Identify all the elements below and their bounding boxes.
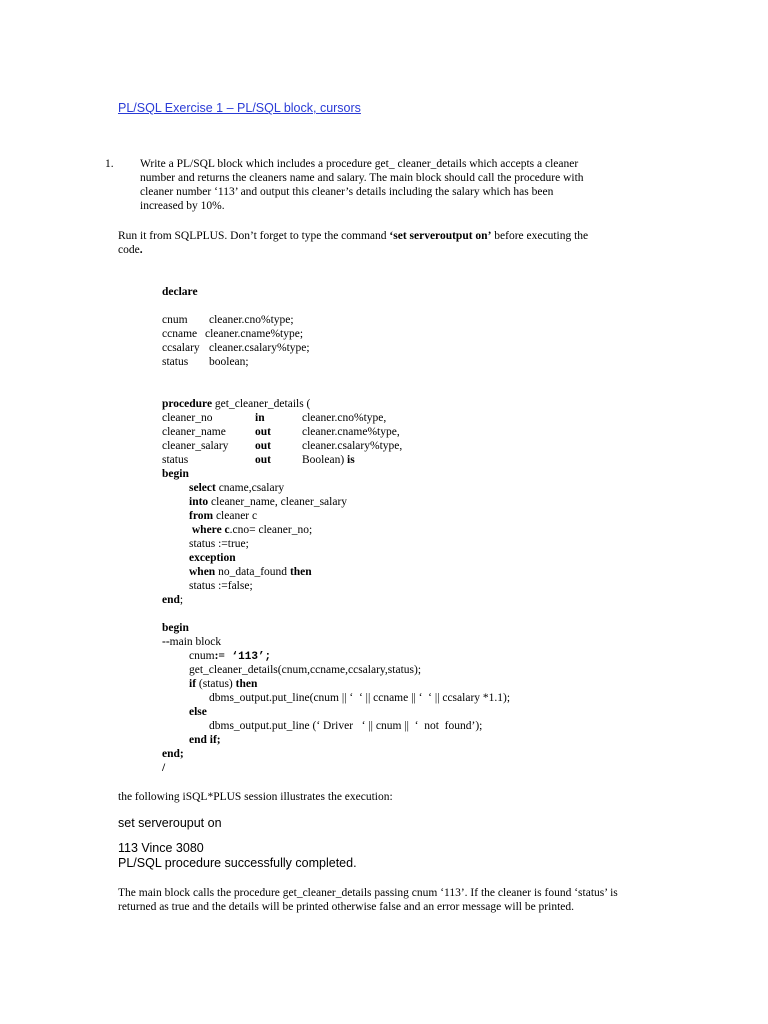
code-cnum-assign: cnum:= ‘113’; (189, 650, 272, 663)
code-end: end; (162, 594, 184, 606)
code-status-false: status :=false; (189, 580, 253, 592)
code-slash: / (162, 762, 166, 774)
code-put-line-1: dbms_output.put_line(cnum || ‘ ‘ || ccname || ‘ ‘ || ccsalary *1.1); (209, 692, 511, 704)
code-else: else (189, 706, 207, 718)
param-row: cleaner_no in cleaner.cno%type, (162, 412, 387, 424)
question-line-4: increased by 10%. (140, 200, 225, 212)
code-exception: exception (189, 552, 236, 564)
code-end-if: end if; (189, 734, 221, 746)
code-begin-main: begin (162, 622, 189, 634)
code-put-line-2: dbms_output.put_line (‘ Driver ‘ || cnum || ‘ not found’); (209, 720, 483, 732)
code-status-true: status :=true; (189, 538, 249, 550)
decl-row: status boolean; (162, 356, 249, 368)
question-line-1: Write a PL/SQL block which includes a procedure get_ cleaner_details which accepts a cleaner (140, 158, 579, 170)
code-when: when no_data_found then (189, 566, 312, 578)
code-where: where c.cno= cleaner_no; (189, 524, 313, 536)
item-number: 1. (105, 158, 114, 170)
session-intro: the following iSQL*PLUS session illustrates the execution: (118, 791, 393, 803)
decl-row: cnum cleaner.cno%type; (162, 314, 294, 326)
code-end-main: end; (162, 748, 184, 760)
code-comment: --main block (162, 636, 222, 648)
question-line-2: number and returns the cleaners name and salary. The main block should call the procedure with (140, 172, 584, 184)
param-row: cleaner_name out cleaner.cname%type, (162, 426, 400, 438)
code-declare: declare (162, 286, 198, 298)
code-procedure-header: procedure get_cleaner_details ( (162, 398, 311, 410)
session-output-1: 113 Vince 3080 (118, 841, 204, 855)
decl-row: ccsalary cleaner.csalary%type; (162, 342, 310, 354)
param-row: cleaner_salary out cleaner.csalary%type, (162, 440, 403, 452)
code-from: from cleaner c (189, 510, 258, 522)
session-output-2: PL/SQL procedure successfully completed. (118, 856, 357, 870)
code-call: get_cleaner_details(cnum,ccname,ccsalary,status); (189, 664, 422, 676)
run-note-line-1: Run it from SQLPLUS. Don’t forget to type the command ‘set serveroutput on’ before executing the (118, 230, 589, 242)
code-into: into cleaner_name, cleaner_salary (189, 496, 348, 508)
code-if: if (status) then (189, 678, 258, 690)
code-select: select cname,csalary (189, 482, 285, 494)
param-row: status out Boolean) is (162, 454, 355, 466)
code-begin: begin (162, 468, 189, 480)
run-note-line-2: code. (118, 244, 143, 256)
session-command: set serverouput on (118, 816, 222, 830)
explanation-paragraph: The main block calls the procedure get_cleaner_details passing cnum ‘113’. If the cleaner is found ‘status’ is returned as true and the details will be printed otherwise false and an error message will be printed. (118, 887, 618, 913)
page-title: PL/SQL Exercise 1 – PL/SQL block, cursors (118, 101, 361, 115)
decl-row: ccname cleaner.cname%type; (162, 328, 304, 340)
question-line-3: cleaner number ‘113’ and output this cleaner’s details including the salary which has been (140, 186, 554, 198)
